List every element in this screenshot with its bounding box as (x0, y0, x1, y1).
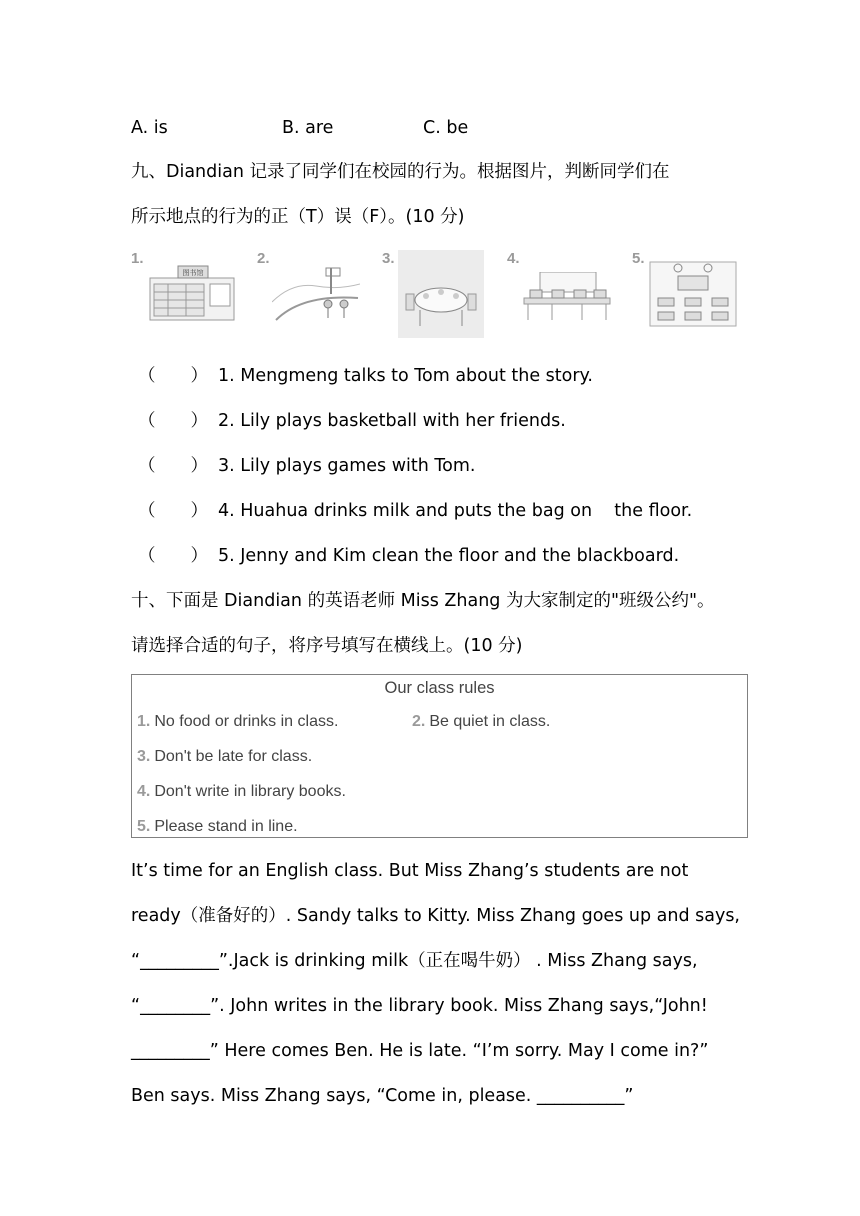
tf-item-text: 5. Jenny and Kim clean the floor and the blackboard. (218, 546, 680, 566)
passage-line-1: It’s time for an English class. But Miss Zhang’s students are not (131, 861, 689, 881)
rule-5: 5. Please stand in line. (137, 818, 298, 835)
tf-item-text: 2. Lily plays basketball with her friends. (218, 411, 566, 431)
tf-item-text: 4. Huahua drinks milk and puts the bag on the floor. (218, 501, 693, 521)
rule-2: 2. Be quiet in class. (412, 713, 551, 730)
option-c: C. be (423, 118, 469, 138)
rules-title: Our class rules (384, 679, 495, 697)
playground-icon (272, 262, 360, 322)
picture-number: 3. (382, 250, 395, 267)
picture-number: 1. (131, 250, 144, 267)
answer-parentheses[interactable]: （ ） (138, 366, 208, 386)
rule-4: 4. Don't write in library books. (137, 783, 346, 800)
rule-1: 1. No food or drinks in class. (137, 713, 339, 730)
section10-title-line2: 请选择合适的句子，将序号填写在横线上。(10 分) (131, 636, 523, 656)
answer-parentheses[interactable]: （ ） (138, 456, 208, 476)
picture-number: 4. (507, 250, 520, 267)
answer-parentheses[interactable]: （ ） (138, 501, 208, 521)
passage-line-2: ready（准备好的）. Sandy talks to Kitty. Miss Zhang goes up and says, (131, 906, 740, 926)
option-a: A. is (131, 118, 168, 138)
tf-item-4 (138, 499, 692, 523)
tf-item-2 (138, 409, 566, 433)
tf-item-text: 3. Lily plays games with Tom. (218, 456, 476, 476)
computer-room-icon (522, 272, 612, 322)
passage-line-4: “________”. John writes in the library book. Miss Zhang says,“John! (131, 996, 708, 1016)
rule-3: 3. Don't be late for class. (137, 748, 313, 765)
passage-line-6: Ben says. Miss Zhang says, “Come in, please. __________” (131, 1086, 634, 1106)
picture-number: 2. (257, 250, 270, 267)
passage-line-5: _________” Here comes Ben. He is late. “I’m sorry. May I come in?” (131, 1041, 709, 1061)
tf-item-text: 1. Mengmeng talks to Tom about the story. (218, 366, 593, 386)
answer-parentheses[interactable]: （ ） (138, 546, 208, 566)
section9-title-line1: 九、Diandian 记录了同学们在校园的行为。根据图片，判断同学们在 (131, 162, 670, 182)
passage-line-3: “_________”.Jack is drinking milk（正在喝牛奶） . Miss Zhang says, (131, 951, 698, 971)
section9-title-line2: 所示地点的行为的正（T）误（F）。(10 分) (131, 207, 465, 227)
library-sign: 图书馆 (182, 269, 204, 277)
tf-item-3 (138, 454, 475, 478)
classroom-icon (648, 260, 738, 328)
answer-parentheses[interactable]: （ ） (138, 411, 208, 431)
tf-item-5 (138, 544, 679, 568)
class-rules-box (131, 674, 748, 838)
library-icon (148, 264, 236, 322)
dining-hall-icon (398, 250, 484, 338)
section10-title-line1: 十、下面是 Diandian 的英语老师 Miss Zhang 为大家制定的"班级公约"。 (131, 591, 715, 611)
option-b: B. are (282, 118, 334, 138)
picture-number: 5. (632, 250, 645, 267)
tf-item-1 (138, 364, 593, 388)
